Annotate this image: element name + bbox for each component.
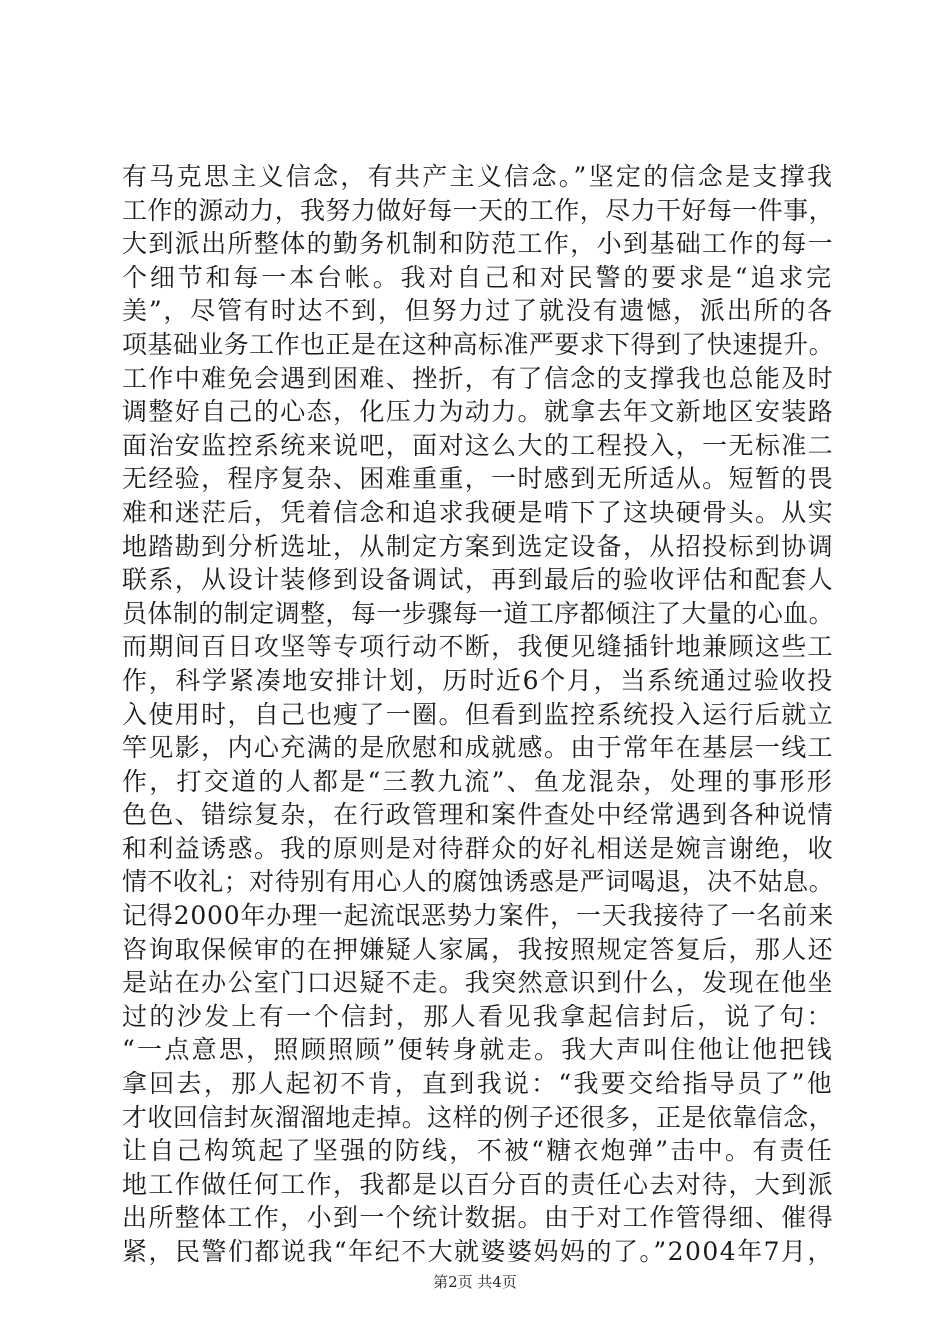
text-line: 记得2000年办理一起流氓恶势力案件，一天我接待了一名前来 xyxy=(122,901,834,931)
text-line: 地工作做任何工作，我都是以百分百的责任心去对待，大到派 xyxy=(122,1169,834,1199)
text-line: 难和迷茫后，凭着信念和追求我硬是啃下了这块硬骨头。从实 xyxy=(122,497,834,527)
text-line: 调整好自己的心态，化压力为动力。就拿去年文新地区安装路 xyxy=(122,397,834,427)
text-line: 无经验，程序复杂、困难重重，一时感到无所适从。短暂的畏 xyxy=(122,464,834,494)
text-line: 入使用时，自己也瘦了一圈。但看到监控系统投入运行后就立 xyxy=(122,699,834,729)
text-line: 地踏勘到分析选址，从制定方案到选定设备，从招投标到协调 xyxy=(122,531,834,561)
text-line: 竿见影，内心充满的是欣慰和成就感。由于常年在基层一线工 xyxy=(122,733,834,763)
text-line: 拿回去，那人起初不肯，直到我说：“我要交给指导员了”他 xyxy=(122,1069,834,1099)
text-line: 出所整体工作，小到一个统计数据。由于对工作管得细、催得 xyxy=(122,1203,834,1233)
text-line: 项基础业务工作也正是在这种高标准严要求下得到了快速提升。 xyxy=(122,329,835,359)
text-line: 工作中难免会遇到困难、挫折，有了信念的支撑我也总能及时 xyxy=(122,363,834,393)
text-line: 员体制的制定调整，每一步骤每一道工序都倾注了大量的心血。 xyxy=(122,598,835,628)
text-line: “一点意思，照顾照顾”便转身就走。我大声叫住他让他把钱 xyxy=(122,1035,834,1065)
text-line: 有马克思主义信念，有共产主义信念。”坚定的信念是支撑我 xyxy=(122,162,835,191)
text-line: 而期间百日攻坚等专项行动不断，我便见缝插针地兼顾这些工 xyxy=(122,632,834,662)
text-line: 咨询取保候审的在押嫌疑人家属，我按照规定答复后，那人还 xyxy=(122,934,834,964)
text-line: 色色、错综复杂，在行政管理和案件查处中经常遇到各种说情 xyxy=(122,800,834,830)
text-line: 和利益诱惑。我的原则是对待群众的好礼相送是婉言谢绝，收 xyxy=(122,833,834,863)
text-line: 才收回信封灰溜溜地走掉。这样的例子还很多，正是依靠信念， xyxy=(122,1102,835,1132)
text-line: 面治安监控系统来说吧，面对这么大的工程投入，一无标准二 xyxy=(122,430,834,460)
text-line: 作，打交道的人都是“三教九流”、鱼龙混杂，处理的事形形 xyxy=(122,766,834,796)
text-line: 美”，尽管有时达不到，但努力过了就没有遗憾，派出所的各 xyxy=(122,296,834,326)
page-number-footer: 第2页 共4页 xyxy=(433,1273,517,1291)
text-line: 让自己构筑起了坚强的防线，不被“糖衣炮弹”击中。有责任 xyxy=(122,1136,834,1166)
body-text xyxy=(122,160,834,1269)
text-line: 是站在办公室门口迟疑不走。我突然意识到什么，发现在他坐 xyxy=(122,968,834,998)
text-line: 紧，民警们都说我“年纪不大就婆婆妈妈的了。”2004年7月， xyxy=(122,1237,834,1266)
text-line: 作，科学紧凑地安排计划，历时近6个月，当系统通过验收投 xyxy=(122,665,834,695)
text-line: 个细节和每一本台帐。我对自己和对民警的要求是“追求完 xyxy=(122,262,834,292)
text-line: 情不收礼；对待别有用心人的腐蚀诱惑是严词喝退，决不姑息。 xyxy=(122,867,835,897)
text-line: 过的沙发上有一个信封，那人看见我拿起信封后，说了句： xyxy=(122,1001,835,1031)
text-line: 工作的源动力，我努力做好每一天的工作，尽力干好每一件事， xyxy=(122,195,835,225)
text-line: 大到派出所整体的勤务机制和防范工作，小到基础工作的每一 xyxy=(122,229,834,259)
text-line: 联系，从设计装修到设备调试，再到最后的验收评估和配套人 xyxy=(122,565,834,595)
